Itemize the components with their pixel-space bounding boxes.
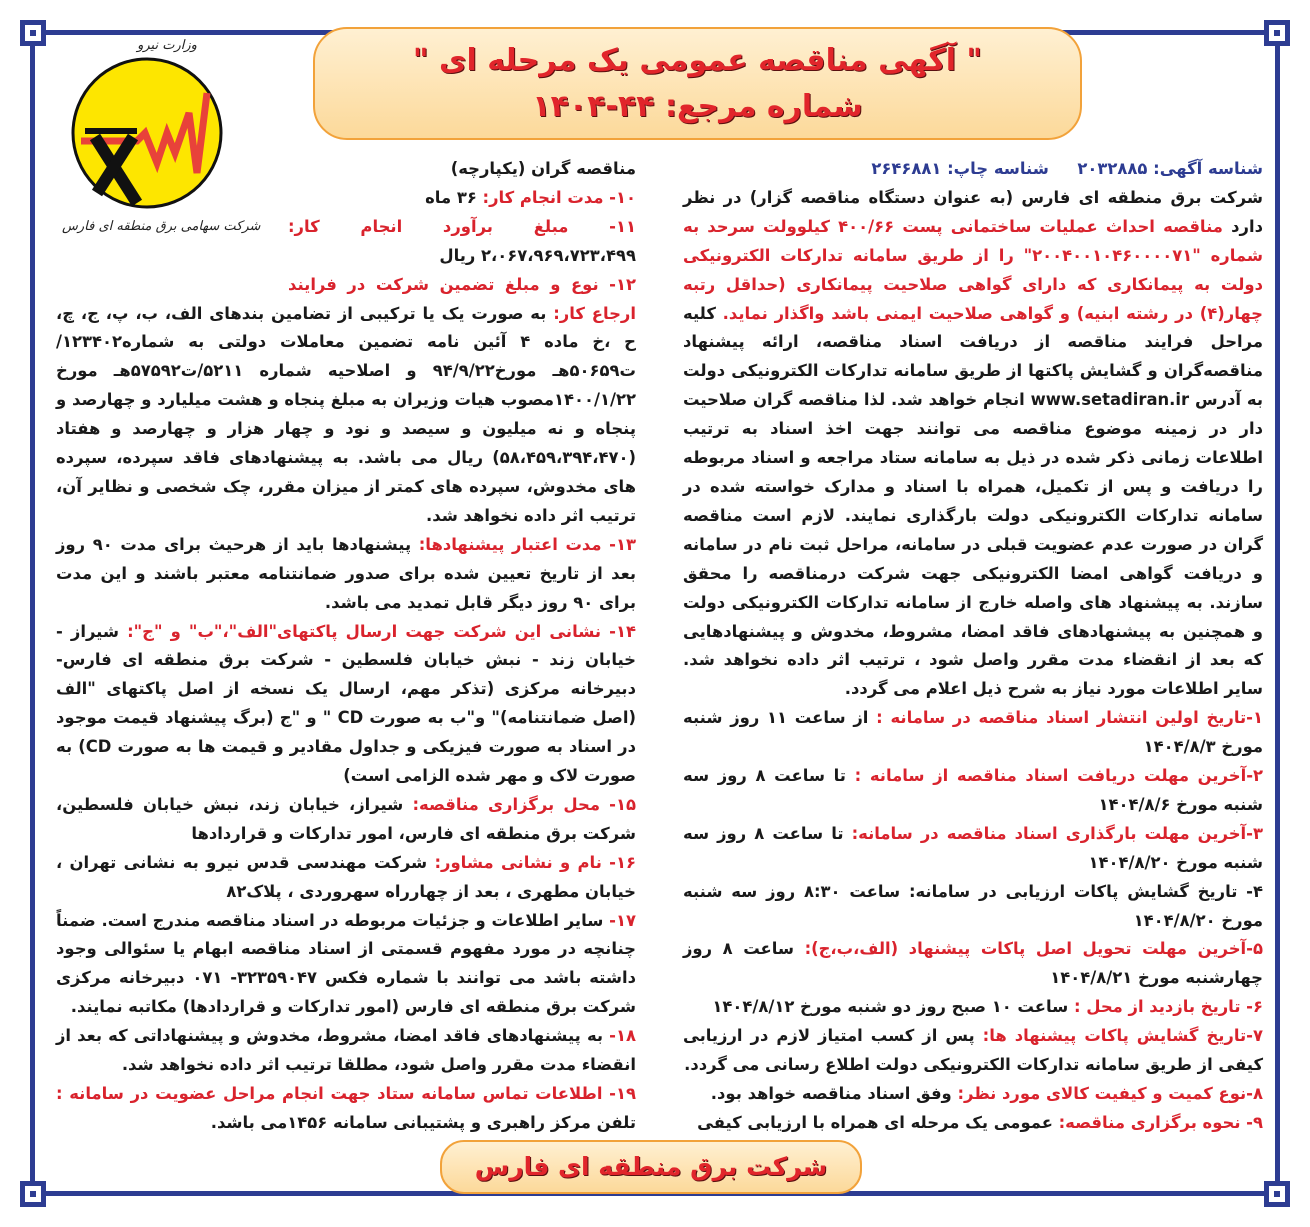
left-column: [56, 155, 636, 1138]
item-text: ۳۶ ماه: [425, 187, 477, 207]
item-text: تلفن مرکز راهبری و پشتیبانی سامانه ۱۴۵۶می باشد.: [210, 1112, 636, 1132]
print-id-label: شناسه چاپ:: [947, 159, 1049, 178]
intro-paragraph: [683, 184, 1263, 704]
item-text: پس از کسب امتیاز لازم در ارزیابی کیفی از طریق سامانه تدارکات الکترونیکی دولت اطلاع رسانی می گردد.: [683, 1026, 1263, 1075]
item-text: شیراز، خیابان زند، نبش خیابان فلسطین، شرکت برق منطقه ای فارس، امور تدارکات و قراردادها: [56, 794, 636, 843]
item-label: مناقصه احداث عملیات ساختمانی پست ۴۰۰/۶۶ کیلوولت سرحد به شماره "۲۰۰۴۰۰۱۰۴۶۰۰۰۰۷۱" را از طریق سامانه تدارکات الکترونیکی دولت به پیمانکاری که دارای گواهی صلاحیت پیمانکاری (حداقل رتبه چهار(۴) در رشته ابنیه) و گواهی صلاحیت ایمنی باشد واگذار نماید.: [683, 216, 1263, 323]
item-text: سایر اطلاعات و جزئیات مربوطه در اسناد مناقصه مندرج است. ضمناً چنانچه در مورد مفهوم قسمتی از اسناد مناقصه ابهام یا سئوالی وجود داشته باشد می توانند با شماره فکس ۳۲۳۵۹۰۴۷- ۰۷۱ دبیرخانه مرکزی شرکت برق منطقه ای فارس (امور تدارکات و قراردادها) مکاتبه نمایند.: [56, 910, 636, 1017]
item-label: ۱۷-: [603, 910, 636, 930]
item-label: ۷-تاریخ گشایش پاکات پیشنهاد ها:: [974, 1026, 1263, 1046]
item-text: ۴- تاریخ گشایش پاکات ارزیابی در سامانه: ساعت ۸:۳۰ روز سه شنبه مورخ ۱۴۰۴/۸/۲۰: [683, 881, 1264, 930]
notice-item: [683, 820, 1263, 878]
item-label: ۱۶- نام و نشانی مشاور:: [427, 852, 637, 872]
item-text: مناقصه گران (یکپارچه): [450, 159, 636, 178]
notice-item: [56, 907, 636, 1023]
item-text: وفق اسناد مناقصه خواهد بود.: [710, 1084, 952, 1103]
notice-item: [56, 1022, 636, 1080]
notice-item: [56, 531, 636, 618]
notice-item: [683, 704, 1263, 762]
item-label: ۱-تاریخ اولین انتشار اسناد مناقصه در سامانه :: [868, 708, 1263, 728]
notice-item: [683, 1022, 1263, 1080]
left-column-body: [56, 155, 636, 1138]
item-text: ۲،۰۶۷،۹۶۹،۷۲۳،۴۹۹ ریال: [439, 245, 636, 265]
notice-item: [683, 762, 1263, 820]
notice-item: [56, 618, 636, 791]
item-label: ۱۵- محل برگزاری مناقصه:: [403, 794, 636, 814]
item-label: ۱۸-: [603, 1026, 636, 1046]
ad-ids: [683, 155, 1263, 184]
corner-ornament: [1264, 1181, 1290, 1207]
item-text: شرکت مهندسی قدس نیرو به نشانی تهران ، خیابان مطهری ، بعد از چهارراه سهروردی ، پلاک۸۲: [56, 852, 636, 901]
notice-title: " آگهی مناقصه عمومی یک مرحله ای ": [412, 43, 983, 78]
item-text: شرکت برق منطقه ای فارس (به عنوان دستگاه مناقصه گزار) در نظر دارد: [683, 187, 1263, 236]
item-label: ۹- نحوه برگزاری مناقصه:: [1052, 1112, 1263, 1132]
item-label: ۱۲- نوع و مبلغ تضمین شرکت در فرایند ارجاع کار:: [288, 274, 636, 323]
item-text: تا ساعت ۸ روز سه شنبه مورخ ۱۴۰۴/۸/۲۰: [683, 823, 1263, 872]
notice-item: [683, 993, 1263, 1022]
item-text: به صورت یک یا ترکیبی از تضامین بندهای الف، ب، پ، ج، چ، ح ،خ ماده ۴ آئین نامه تضمین معاملات دولتی به شماره۱۲۳۴۰۲/ت۵۰۶۵۹هـ مورخ۹۴/۹/۲۲ و اصلاحیه شماره ۵۲۱۱/ت۵۷۵۹۲هـ مورخ ۱۴۰۰/۱/۲۲مصوب هیات وزیران به مبلغ پنجاه و هشت میلیارد و چهارصد و پنجاه و نه میلیون و سیصد و نود و چهار هزار و چهارصد و هفتاد (۵۸،۴۵۹،۳۹۴،۴۷۰) ریال می باشد. به پیشنهادهای فاقد سپرده، سپرده های مخدوش، سپرده های کمتر از میزان مقرر، چک شخصی و نظایر آن، ترتیب اثر داده نخواهد شد.: [56, 303, 636, 525]
notice-item: [56, 271, 636, 531]
item-text: از ساعت ۱۱ روز شنبه مورخ ۱۴۰۴/۸/۳: [683, 708, 1263, 757]
item-label: ۱۳- مدت اعتبار پیشنهادها:: [411, 534, 636, 554]
notice-item: [683, 935, 1263, 993]
item-text: پیشنهادها باید از هرحیث برای مدت ۹۰ روز بعد از تاریخ تعیین شده برای صدور ضمانتنامه معتبر باشند و این مدت برای ۹۰ روز دیگر قابل تمدید می باشد.: [56, 534, 636, 612]
notice-item: [56, 1080, 636, 1138]
ministry-label: وزارت نیرو: [137, 38, 197, 53]
notice-item: [683, 1109, 1263, 1138]
item-label: ۵-آخرین مهلت تحویل اصل پاکات پیشنهاد (الف،ب،ج):: [794, 939, 1263, 959]
item-label: ۸-نوع کمیت و کیفیت کالای مورد نظر:: [951, 1084, 1263, 1103]
footer-company-name: شرکت برق منطقه ای فارس: [440, 1140, 862, 1194]
ad-id-label: شناسه آگهی:: [1153, 159, 1263, 178]
item-label: ۱۰- مدت انجام کار:: [476, 187, 636, 207]
company-logo-label: شرکت سهامی برق منطقه ای فارس: [62, 219, 261, 234]
item-text: تا ساعت ۸ روز سه شنبه مورخ ۱۴۰۴/۸/۶: [683, 766, 1263, 814]
item-label: ۳-آخرین مهلت بارگذاری اسناد مناقصه در سامانه:: [843, 823, 1263, 843]
ad-id: ۲۰۳۲۸۸۵: [1077, 159, 1148, 178]
item-text: عمومی یک مرحله ای همراه با ارزیابی کیفی: [697, 1112, 1053, 1132]
corner-ornament: [20, 20, 46, 46]
reference-number: شماره مرجع: ۴۴-۱۴۰۴: [532, 89, 863, 124]
item-label: ۶- تاریخ بازدید از محل :: [1068, 997, 1263, 1017]
right-column-body: [683, 184, 1263, 1138]
notice-item: [683, 878, 1263, 936]
notice-item: [56, 849, 636, 907]
right-column: [683, 155, 1263, 1138]
notice-item: [56, 791, 636, 849]
item-label: ۱۹- اطلاعات تماس سامانه ستاد جهت انجام مراحل عضویت در سامانه :: [56, 1084, 636, 1103]
item-text: ساعت ۱۰ صبح روز دو شنبه مورخ ۱۴۰۴/۸/۱۲: [712, 997, 1069, 1017]
item-text: ساعت ۸ روز چهارشنبه مورخ ۱۴۰۴/۸/۲۱: [683, 939, 1263, 988]
item-text: به پیشنهادهای فاقد امضا، مشروط، مخدوش و پیشنهاداتی که بعد از انقضاء مدت مقرر واصل شود، مطلقا ترتیب اثر داده نخواهد شد.: [56, 1026, 636, 1075]
corner-ornament: [1264, 20, 1290, 46]
print-id: ۲۶۴۶۸۸۱: [871, 159, 942, 178]
item-label: ۱۱- مبلغ برآورد انجام کار:: [288, 216, 636, 236]
item-label: ۱۴- نشانی این شرکت جهت ارسال پاکتهای"الف"،"ب" و "ج":: [118, 621, 636, 641]
corner-ornament: [20, 1181, 46, 1207]
notice-header: [313, 27, 1082, 140]
item-label: ۲-آخرین مهلت دریافت اسناد مناقصه از سامانه :: [845, 766, 1264, 786]
notice-item: [683, 1080, 1263, 1109]
item-text: کلیه مراحل فرایند مناقصه از دریافت اسناد مناقصه، ارائه پیشنهاد مناقصه‌گران و گشایش پاکتها از طریق سامانه تدارکات الکترونیکی دولت به آدرس www.setadiran.ir انجام خواهد شد. لذا مناقصه گران صلاحیت دار در زمینه موضوع مناقصه می توانند جهت اخذ اسناد به ترتیب اطلاعات زمانی ذکر شده در ذیل به سامانه ستاد مراجعه و اسناد مربوطه را دریافت و پس از تکمیل، همراه با اسناد و مدارک خواسته شده در سامانه تدارکات الکترونیکی دولت بارگذاری نمایند. لازم است مناقصه گران در صورت عدم عضویت قبلی در سامانه، مراحل ثبت نام در سامانه و دریافت گواهی امضا الکترونیکی جهت شرکت درمناقصه را محقق سازند. به پیشنهاد های واصله خارج از سامانه تدارکات الکترونیکی دولت و همچنین به پیشنهادهای فاقد امضا، مشروط، مخدوش و پیشنهادهایی که بعد از انقضاء مدت مقرر واصل شود ، ترتیب اثر داده نخواهد شد. سایر اطلاعات مورد نیاز به شرح ذیل اعلام می گردد.: [683, 303, 1263, 699]
item-text: شیراز - خیابان زند - نبش خیابان فلسطین - شرکت برق منطقه ای فارس- دبیرخانه مرکزی (تذکر مهم، ارسال یک نسخه از اصل پاکتهای "الف (اصل ضمانتنامه)" و"ب به صورت CD " و "ج (برگ پیشنهاد قیمت موجود در اسناد به صورت فیزیکی و جداول مقادیر و قیمت ها به صورت CD) به صورت لاک و مهر شده الزامی است): [56, 621, 637, 786]
logo-spacer: [56, 155, 288, 273]
